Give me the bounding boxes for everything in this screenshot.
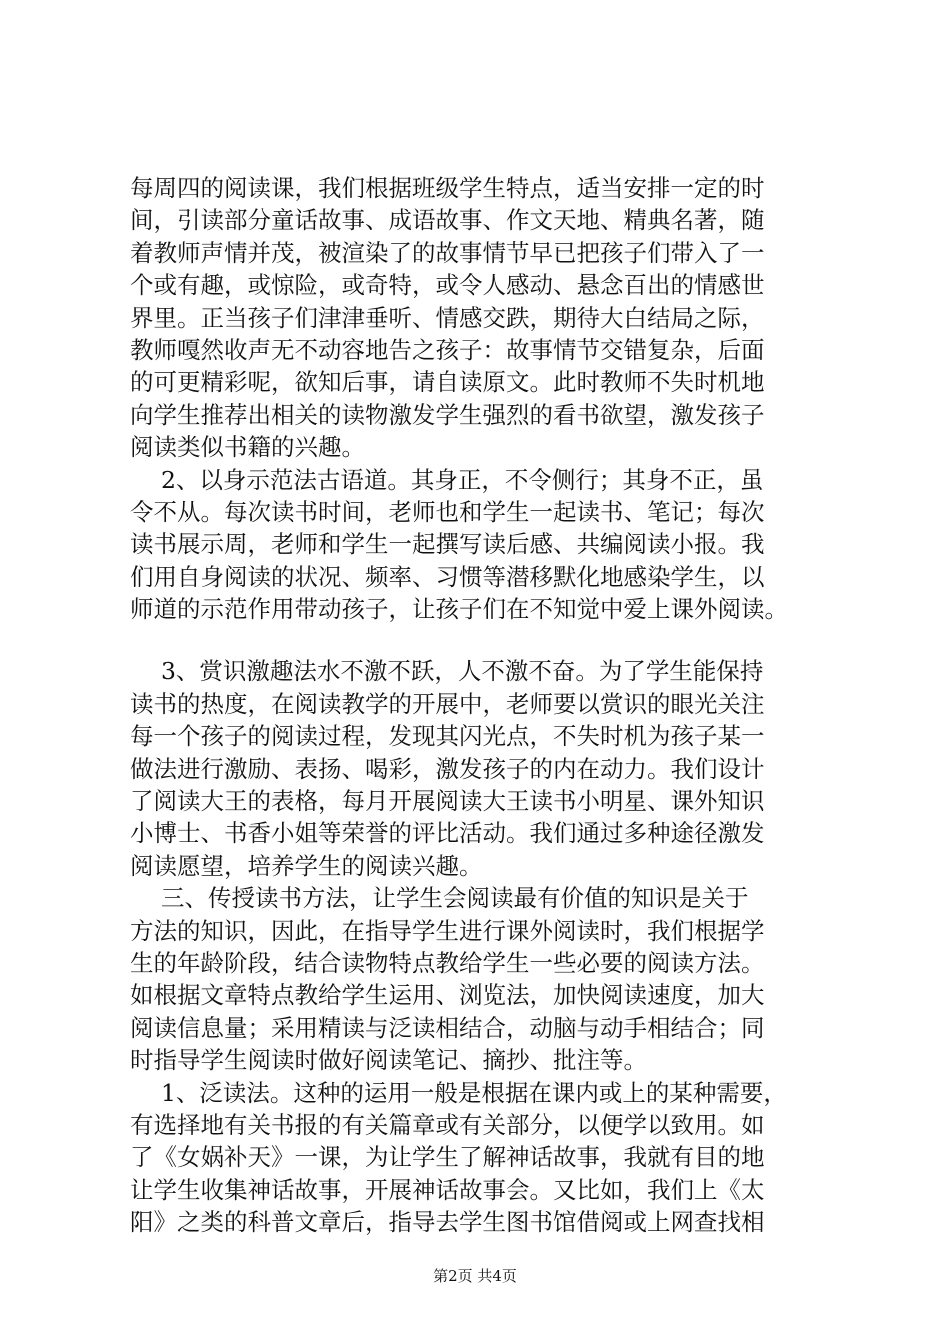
text-line: 1、泛读法。这种的运用一般是根据在课内或上的某种需要， [130,1078,787,1107]
body-text [130,172,840,1239]
text-line: 了《女娲补天》一课，为让学生了解神话故事，我就有目的地 [130,1143,765,1172]
text-line: 时指导学生阅读时做好阅读笔记、摘抄、批注等。 [130,1046,647,1075]
text-line: 生的年龄阶段，结合读物特点教给学生一些必要的阅读方法。 [130,948,765,977]
text-line: 师道的示范作用带动孩子，让孩子们在不知觉中爱上课外阅读。 [130,595,788,624]
text-line: 了阅读大王的表格，每月开展阅读大王读书小明星、课外知识 [130,787,765,816]
text-line: 有选择地有关书报的有关篇章或有关部分，以便学以致用。如 [130,1110,765,1139]
text-line: 向学生推荐出相关的读物激发学生强烈的看书欲望，激发孩子 [130,400,765,429]
text-line: 三、传授读书方法，让学生会阅读最有价值的知识是关于 [130,884,749,913]
text-line: 让学生收集神话故事，开展神话故事会。又比如，我们上《太 [130,1175,765,1204]
text-line: 阅读类似书籍的兴趣。 [130,433,365,462]
text-line: 3、赏识激趣法水不激不跃，人不激不奋。为了学生能保持 [130,657,764,686]
paragraph-gap [130,625,840,655]
text-line: 界里。正当孩子们津津垂听、情感交跌，期待大白结局之际， [130,303,765,332]
page-footer: 第2页 共4页 [433,1267,517,1285]
text-line: 令不从。每次读书时间，老师也和学生一起读书、笔记；每次 [130,497,765,526]
text-line: 着教师声情并茂，被渲染了的故事情节早已把孩子们带入了一 [130,238,765,267]
text-line: 2、以身示范法古语道。其身正，不令侧行；其身不正，虽 [130,465,764,494]
text-line: 间，引读部分童话故事、成语故事、作文天地、精典名著，随 [130,206,765,235]
text-line: 们用自身阅读的状况、频率、习惯等潜移默化地感染学生，以 [130,562,765,591]
text-line: 的可更精彩呢，欲知后事，请自读原文。此时教师不失时机地 [130,368,765,397]
text-line: 方法的知识，因此，在指导学生进行课外阅读时，我们根据学 [130,916,765,945]
text-line: 阅读愿望，培养学生的阅读兴趣。 [130,851,483,880]
text-line: 读书展示周，老师和学生一起撰写读后感、共编阅读小报。我 [130,530,765,559]
text-line: 小博士、书香小姐等荣誉的评比活动。我们通过多种途径激发 [130,819,765,848]
text-line: 每周四的阅读课，我们根据班级学生特点，适当安排一定的时 [130,174,765,202]
text-line: 教师嘎然收声无不动容地告之孩子：故事情节交错复杂，后面 [130,335,765,364]
text-line: 如根据文章特点教给学生运用、浏览法，加快阅读速度，加大 [130,981,765,1010]
text-line: 读书的热度，在阅读教学的开展中，老师要以赏识的眼光关注 [130,689,765,718]
text-line: 做法进行激励、表扬、喝彩，激发孩子的内在动力。我们设计 [130,754,765,783]
text-line: 阳》之类的科普文章后，指导去学生图书馆借阅或上网查找相 [130,1208,765,1237]
text-line: 每一个孩子的阅读过程，发现其闪光点，不失时机为孩子某一 [130,722,765,751]
text-line: 阅读信息量；采用精读与泛读相结合，动脑与动手相结合；同 [130,1013,765,1042]
text-line: 个或有趣，或惊险，或奇特，或令人感动、悬念百出的情感世 [130,271,765,300]
